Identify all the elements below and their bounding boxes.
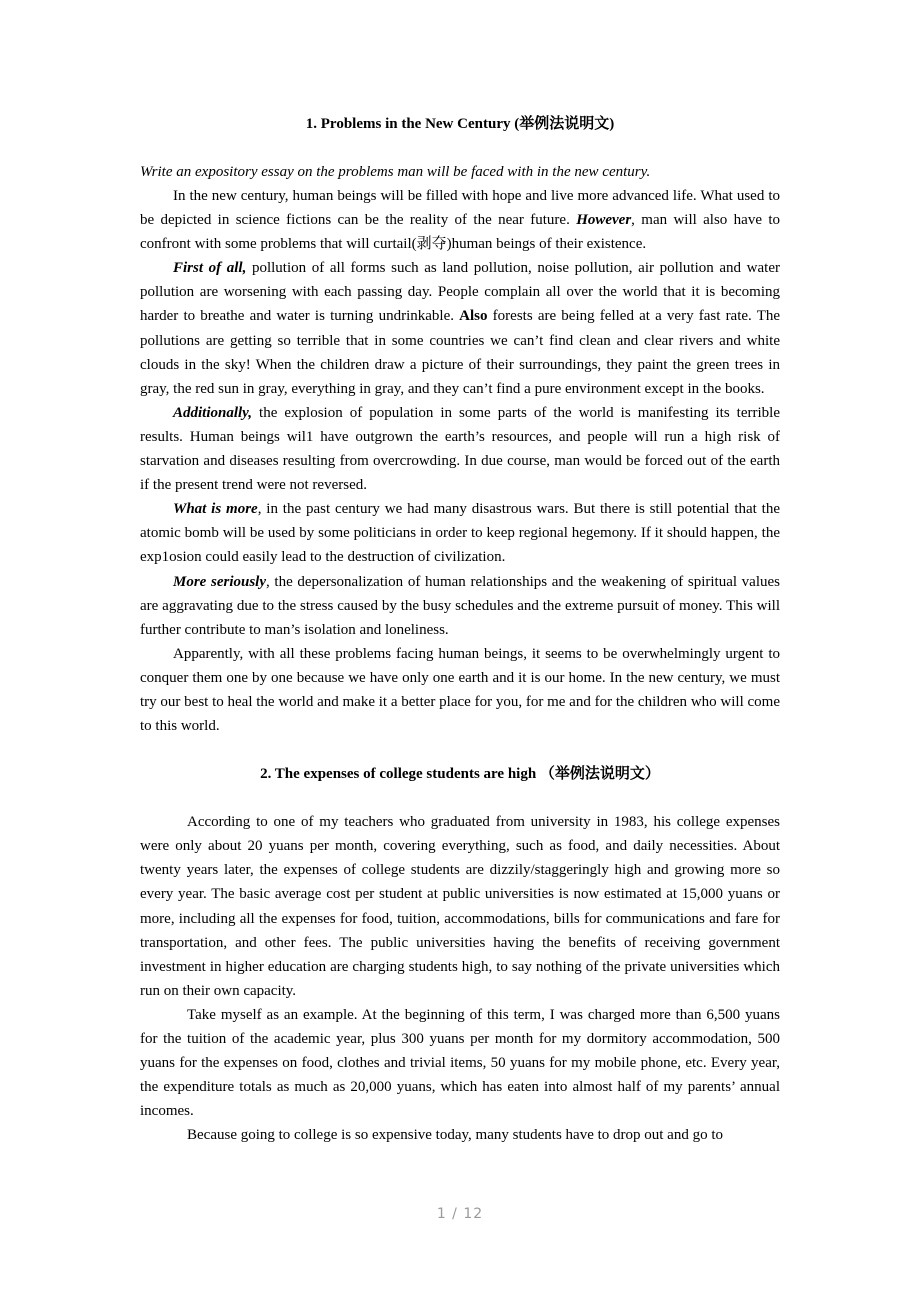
section1-paragraph-2: [140, 256, 780, 401]
paragraph-text: Apparently, with all these problems facing human beings, it seems to be overwhelmingly urgent to conquer them one by one because we have only one earth and it is our home. In the new century, we must try our best to heal the world and make it a better place for you, for me and for the children who will come to this world.: [140, 645, 780, 735]
paragraph-text: pollution of all forms such as land pollution, noise pollution, air pollution and water pollution are worsening with each passing day. People complain all over the world that it is becoming harder to breathe and water is turning undrinkable.: [140, 260, 780, 325]
emphasis-also: Also: [459, 308, 488, 325]
paragraph-text: forests are being felled at a very fast rate. The pollutions are getting so terrible that in some countries we can’t find clean and clear rivers and white clouds in the sky! When the children draw a picture of their surroundings, they paint the green trees in gray, the red sun in gray, everything in gray, and they can’t find a pure environment except in the books.: [140, 308, 781, 397]
paragraph-text: , the depersonalization of human relationships and the weakening of spiritual values are aggravating due to the stress caused by the busy schedules and the extreme pursuit of money. This will further contribute to man’s isolation and loneliness.: [140, 573, 780, 638]
lead-first-of-all: First of all,: [173, 260, 247, 277]
section1-paragraph-1: [140, 184, 780, 256]
paragraph-text: , in the past century we had many disastrous wars. But there is still potential that the atomic bomb will be used by some politicians in order to keep regional hegemony. If it should happen, the exp1osion could easily lead to the destruction of civilization.: [140, 501, 781, 566]
paragraph-text: In the new century, human beings will be filled with hope and live more advanced life. What used to be depicted in science fictions can be the reality of the near future.: [140, 188, 780, 229]
section1-paragraph-6: [140, 642, 780, 738]
section1-title: 1. Problems in the New Century (举例法说明文): [305, 116, 615, 132]
section2-paragraph-1: According to one of my teachers who graduated from university in 1983, his college expenses were only about 20 yuans per month, covering everything, such as food, and daily necessities. About twenty years later, the expenses of college students are dizzily/staggeringly high and growing more so every year. The basic average cost per student at public universities is now estimated at 15,000 yuans or more, including all the expenses for food, tuition, accommodations, bills for communications and fare for transportation, and other fees. The public universities having the benefits of receiving government investment in higher education are charging students high, to say nothing of the private universities which run on their own capacity.: [140, 814, 780, 999]
section2-title: 2. The expenses of college students are high （举例法说明文）: [260, 766, 660, 783]
paragraph-text: , man will also have to confront with some problems that will curtail(剥夺)human beings of their existence.: [140, 212, 780, 253]
section1-paragraph-3: [140, 401, 780, 497]
lead-what-is-more: What is more: [173, 501, 258, 518]
section2-paragraph-2: Take myself as an example. At the beginning of this term, I was charged more than 6,500 yuans for the tuition of the academic year, plus 300 yuans per month for my dormitory accommodation, 500 yuans for the expenses on food, clothes and trivial items, 50 yuans for my mobile phone, etc. Every year, the expenditure totals as much as 20,000 yuans, which has eaten into almost half of my parents’ annual incomes.: [140, 1006, 780, 1120]
page-indicator: 1 / 12: [436, 1206, 484, 1222]
emphasis-however: However: [576, 212, 632, 229]
section1-paragraph-5: [140, 570, 780, 642]
essay-prompt: Write an expository essay on the problems man will be faced with in the new century.: [140, 164, 651, 180]
lead-more-seriously: More seriously: [173, 573, 266, 590]
document-body: [140, 112, 780, 1147]
lead-additionally: Additionally,: [173, 404, 253, 421]
section1-paragraph-4: [140, 497, 780, 569]
section2-paragraph-3: Because going to college is so expensive today, many students have to drop out and go to: [187, 1127, 724, 1144]
paragraph-text: the explosion of population in some parts of the world is manifesting its terrible results. Human beings wil1 have outgrown the earth’s resources, and people will run a high risk of starvation and diseases resulting from overcrowding. In due course, man would be forced out of the earth if the present trend were not reversed.: [140, 404, 780, 494]
